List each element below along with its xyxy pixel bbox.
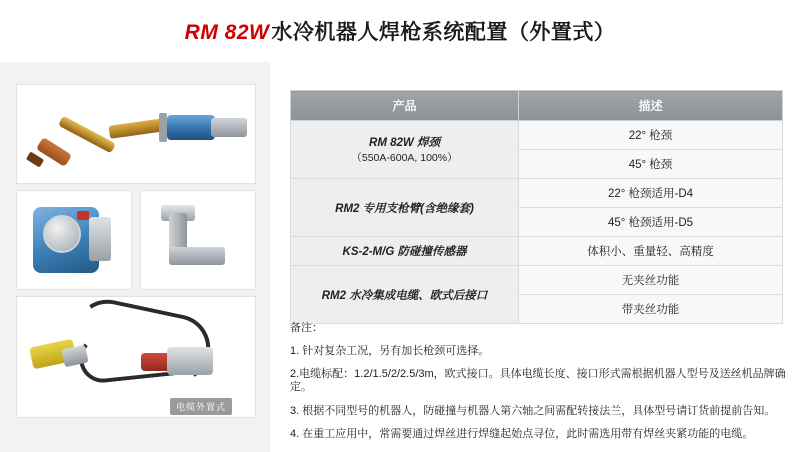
table-cell-product: RM2 水冷集成电缆、欧式后接口 [291,266,519,324]
table-cell-product: RM2 专用支枪臂(含绝缘套) [291,179,519,237]
table-cell-description: 无夹丝功能 [519,266,783,295]
torch-rear-connector-icon [211,118,247,137]
table-cell-product: KS-2-M/G 防碰撞传感器 [291,237,519,266]
table-cell-description: 22° 枪颈适用-D4 [519,179,783,208]
torch-neck-icon [58,116,116,154]
page-title-main: 水冷机器人焊枪系统配置 [271,21,508,44]
table-cell-description: 带夹丝功能 [519,295,783,324]
configuration-table [290,90,783,324]
wire-feeder-photo [16,190,132,290]
note-item: 2.电缆标配：1.2/1.5/2/2.5/3m，欧式接口。具体电缆长度、接口形式需根据机器人型号及送丝机品牌确定。 [290,368,786,393]
table-cell-description: 体积小、重量轻、高精度 [519,237,783,266]
table-header-description: 描述 [519,91,783,121]
cable-euro-connector-icon [167,347,213,375]
product-name: RM 82W 焊颈 [369,137,440,149]
torch-blue-housing-icon [167,115,215,140]
table-cell-description: 45° 枪颈 [519,150,783,179]
welding-torch-photo [16,84,256,184]
product-image-panel [0,62,270,452]
support-bracket-photo [140,190,256,290]
notes-section [290,322,790,452]
table-row [291,179,783,208]
table-cell-description: 22° 枪颈 [519,121,783,150]
bracket-horizontal-arm-icon [169,247,225,265]
note-item: 3. 根据不同型号的机器人，防碰撞与机器人第六轴之间需配转接法兰，具体型号请订货前提前告知。 [290,404,776,417]
table-row [291,237,783,266]
photo-caption-badge: 电缆外置式 [170,398,232,415]
table-header-product: 产品 [291,91,519,121]
page-title-model: RM 82W [184,21,270,44]
table-row [291,121,783,150]
torch-ring-icon [159,113,167,142]
note-item: 1. 针对复杂工况，另有加长枪颈可选择。 [290,344,490,357]
page-title-paren: （外置式） [507,21,616,44]
table-row [291,266,783,295]
torch-tip-end-icon [26,151,44,167]
feeder-dial-icon [43,215,81,253]
product-sub: （550A-600A, 100%） [351,152,458,164]
table-cell-description: 45° 枪颈适用-D5 [519,208,783,237]
page-title [185,16,616,46]
table-header-row [291,91,783,121]
table-cell-product [291,121,519,179]
note-item: 4. 在重工应用中，常需要通过焊丝进行焊缝起始点寻位，此时需选用带有焊丝夹紧功能的电缆。 [290,428,754,441]
notes-heading: 备注： [290,322,323,334]
feeder-red-marker-icon [77,211,89,220]
page-header [0,0,800,62]
configuration-table-wrapper [290,90,782,324]
feeder-side-plate-icon [89,217,111,261]
